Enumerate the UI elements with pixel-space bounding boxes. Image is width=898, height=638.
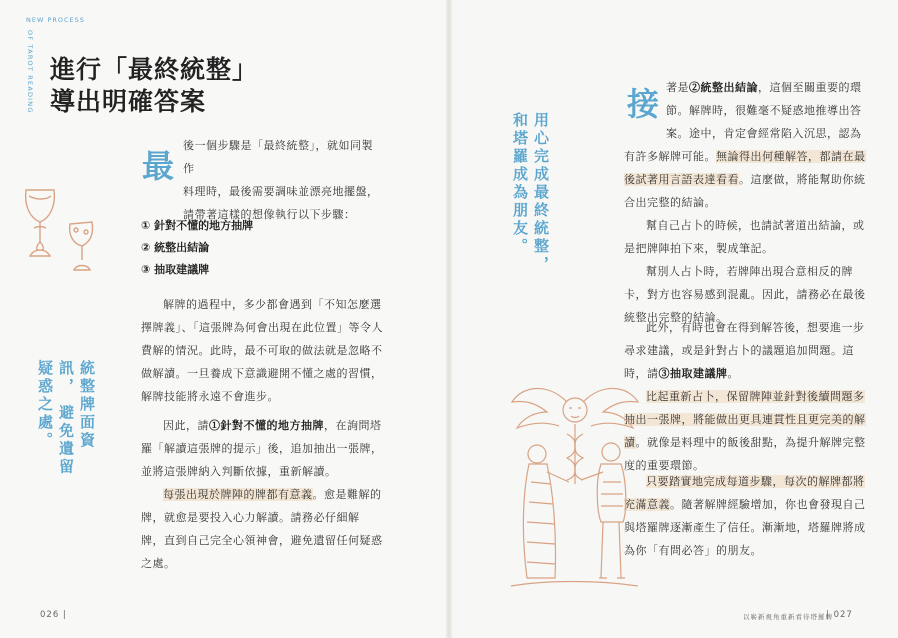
callout-line: 用心完成最終統整， bbox=[532, 112, 550, 274]
text-span: 。隨著解牌經驗增加，你也會發現自己 bbox=[670, 498, 866, 511]
intro-paragraph bbox=[183, 134, 383, 226]
text-line: 合出完整的結論。 bbox=[624, 196, 716, 209]
text-line bbox=[624, 385, 884, 408]
series-label-vertical: OF TAROT READING bbox=[26, 30, 34, 114]
series-label: NEW PROCESS bbox=[26, 16, 85, 24]
intro-line: 料理時，最後需要調味並漂亮地擺盤， bbox=[183, 185, 379, 198]
title-line-2: 導出明確答案 bbox=[50, 87, 207, 116]
intro-line: 請帶著這樣的想像執行以下步驟： bbox=[183, 208, 356, 221]
text-span: ，這個至關重要的環 bbox=[758, 81, 862, 94]
text-line bbox=[624, 145, 884, 168]
highlight-text: 後試著用言語表達看看 bbox=[624, 173, 739, 186]
step-item: ③ 抽取建議牌 bbox=[141, 263, 210, 276]
text-span: 著是 bbox=[666, 81, 689, 94]
right-paragraph-1 bbox=[624, 76, 884, 329]
text-line: 此外，有時也會在得到解答後，想要進一步 bbox=[646, 321, 865, 334]
step-item: ② 統整出結論 bbox=[141, 241, 210, 254]
text-span: ，在詢問塔 bbox=[324, 419, 382, 432]
bold-step-ref: ③抽取建議牌 bbox=[658, 367, 728, 380]
page-title bbox=[50, 54, 258, 118]
callout-left bbox=[34, 360, 97, 480]
text-line: 卡，對方也容易感到混亂。因此，請務必在最後 bbox=[624, 288, 866, 301]
text-line: 度的重要環節。 bbox=[624, 459, 705, 472]
book-gutter bbox=[446, 0, 452, 638]
highlight-text: 每張出現於牌陣的牌都有意義 bbox=[163, 488, 313, 501]
text-line: 牌，直到自己完全心領神會，避免遺留任何疑惑 bbox=[141, 534, 383, 547]
highlight-text: 無論得出何種解答，都請在最 bbox=[716, 150, 866, 163]
text-line bbox=[141, 414, 386, 437]
text-line: 費解的情況。此時，最不可取的做法就是忽略不 bbox=[141, 344, 383, 357]
text-line: 尋求建議，或是針對占卜的議題追加問題。這 bbox=[624, 344, 854, 357]
text-line: 統整出完整的結論。 bbox=[624, 311, 728, 324]
text-line: 牌，就愈是要投入心力解讀。請務必仔細解 bbox=[141, 511, 360, 524]
text-line bbox=[624, 431, 884, 454]
text-span: 。這麼做，將能幫助你統 bbox=[739, 173, 866, 186]
intro-dropcap: 最 bbox=[142, 147, 175, 185]
text-span: 。就像是料理中的飯後甜點，為提升解牌完整 bbox=[635, 436, 866, 449]
text-line bbox=[624, 470, 884, 493]
text-line: 並將這張牌納入判斷依據，重新解讀。 bbox=[141, 465, 337, 478]
text-line: 擇牌義」、「這張牌為何會出現在此位置」等令人 bbox=[141, 321, 383, 334]
text-line: 案。途中，肯定會經常陷入沉思，認為 bbox=[666, 127, 862, 140]
text-line bbox=[624, 493, 884, 516]
highlight-text: 比起重新占卜，保留牌陣並針對後續問題多 bbox=[646, 390, 865, 403]
bold-step-ref: ②統整出結論 bbox=[689, 81, 758, 94]
text-span: 。 bbox=[727, 367, 739, 380]
page-number-right: | 027 bbox=[826, 610, 853, 620]
highlight-text: 抽出一張牌，將能做出更具連貫性且更完美的解 bbox=[624, 413, 866, 426]
title-line-1: 進行「最終統整」 bbox=[50, 55, 259, 84]
running-footer-title: 以嶄新視角重新看待塔羅牌 bbox=[743, 613, 833, 621]
right-dropcap: 接 bbox=[627, 85, 660, 123]
text-line: 解牌技能將永遠不會進步。 bbox=[141, 390, 279, 403]
callout-line: 統整牌面資訊， bbox=[57, 360, 96, 450]
text-line bbox=[141, 483, 386, 506]
bold-step-ref: ①針對不懂的地方抽牌 bbox=[209, 419, 324, 432]
text-line: 羅「解讀這張牌的提示」後，追加抽出一張牌， bbox=[141, 442, 383, 455]
text-line bbox=[624, 362, 884, 385]
highlight-text: 只要踏實地完成每道步驟，每次的解牌都將 bbox=[646, 475, 865, 488]
intro-line: 後一個步驟是「最終統整」，就如同製作 bbox=[183, 139, 373, 175]
page-number-left: 026 | bbox=[40, 610, 67, 620]
text-line: 是把牌陣拍下來，製成筆記。 bbox=[624, 242, 774, 255]
text-span: 。愈是難解的 bbox=[312, 488, 382, 501]
text-span: 有許多解牌可能。 bbox=[624, 150, 716, 163]
text-line: 幫別人占卜時，若牌陣出現合意相反的牌 bbox=[646, 265, 853, 278]
right-paragraph-2 bbox=[624, 316, 884, 477]
text-span: 時，請 bbox=[624, 367, 659, 380]
steps-list bbox=[141, 215, 253, 281]
callout-right bbox=[509, 112, 551, 282]
callout-line: 和塔羅成為朋友。 bbox=[511, 112, 529, 256]
right-page bbox=[449, 0, 898, 638]
highlight-text: 讀 bbox=[624, 436, 636, 449]
text-line: 幫自己占卜的時候，也請試著道出結論，或 bbox=[646, 219, 865, 232]
goblet-illustration bbox=[16, 184, 106, 274]
right-paragraph-3 bbox=[624, 470, 884, 562]
text-line: 做解讀。一旦養成下意識避開不懂之處的習慣， bbox=[141, 367, 383, 380]
text-line: 節。解牌時，很難毫不疑惑地推導出答 bbox=[666, 104, 862, 117]
highlight-text: 充滿意義 bbox=[624, 498, 670, 511]
text-line: 與塔羅牌逐漸產生了信任。漸漸地，塔羅牌將成 bbox=[624, 521, 866, 534]
tarot-figures-illustration bbox=[507, 372, 642, 602]
text-line bbox=[624, 408, 884, 431]
text-span: 因此，請 bbox=[163, 419, 209, 432]
text-line bbox=[624, 76, 884, 99]
text-line bbox=[624, 168, 884, 191]
callout-line: 避免遺留疑惑之處。 bbox=[36, 360, 75, 477]
text-line: 之處。 bbox=[141, 557, 176, 570]
text-line: 為你「有問必答」的朋友。 bbox=[624, 544, 762, 557]
paragraph-3 bbox=[141, 414, 386, 575]
text-line: 解牌的過程中，多少都會遇到「不知怎麼選 bbox=[163, 298, 382, 311]
paragraph-2 bbox=[141, 293, 386, 408]
step-item: ① 針對不懂的地方抽牌 bbox=[141, 219, 254, 232]
